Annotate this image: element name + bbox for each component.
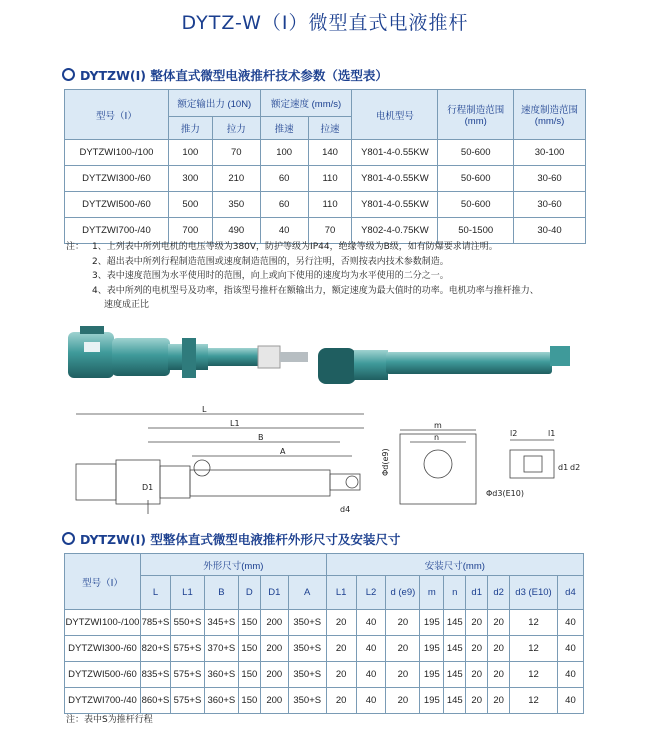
col-L1-install: L1 [326,576,356,610]
bullet-icon [62,68,75,81]
page-title: DYTZ-W（Ⅰ）微型直式电液推杆 [181,12,469,34]
cell-push-speed: 40 [260,218,308,244]
table-cell: 40 [356,662,386,688]
note-4-continued: 速度成正比 [104,300,150,310]
col-D1: D1 [260,576,288,610]
dim-d3: Φd3(E10) [486,489,524,498]
table-cell: 20 [326,688,356,714]
cell-motor: Y801-4-0.55KW [352,140,438,166]
cell-push: 300 [168,166,212,192]
cell-pull: 70 [212,140,260,166]
cell-stroke: 50-1500 [438,218,514,244]
table-cell: 835+S [140,662,170,688]
header-model2: 型号（Ⅰ） [65,554,141,610]
table-row [65,688,584,714]
dimension-table [64,553,584,714]
table-cell: 350+S [288,662,326,688]
table-cell: 145 [444,662,466,688]
table-cell: 12 [510,688,558,714]
table-cell: 350+S [288,636,326,662]
cell-push-speed: 100 [260,140,308,166]
col-L2: L2 [356,576,386,610]
col-d1: d1 [466,576,488,610]
col-L1: L1 [170,576,204,610]
cell-pull: 350 [212,192,260,218]
col-n: n [444,576,466,610]
cell-speed-range: 30-100 [514,140,586,166]
table-cell: 860+S [140,688,170,714]
cell-push-speed: 60 [260,166,308,192]
dim-B: B [258,433,264,442]
cell-model: DYTZWI100-/100 [65,140,169,166]
header-pull: 拉力 [212,117,260,140]
cell-push: 700 [168,218,212,244]
table-cell: 195 [420,636,444,662]
table-cell: 785+S [140,610,170,636]
col-d2: d2 [488,576,510,610]
table-cell: 145 [444,610,466,636]
table-cell: 12 [510,610,558,636]
product-photo-left [62,318,312,396]
col-m: m [420,576,444,610]
header-outer: 外形尺寸(mm) [140,554,326,576]
dim-D1: D1 [142,483,154,492]
cell-pull: 490 [212,218,260,244]
table-cell: 40 [356,610,386,636]
dim-l2: l2 [510,429,518,438]
cell-model: DYTZWI500-/60 [65,192,169,218]
table-row [65,610,584,636]
table-cell: 150 [238,662,260,688]
table-cell: 20 [466,636,488,662]
cell-pull-speed: 110 [308,166,352,192]
cell-push: 100 [168,140,212,166]
table-cell: 40 [356,688,386,714]
table-cell: 20 [488,610,510,636]
table-cell: 40 [557,610,583,636]
table-cell: DYTZWI100-/100 [65,610,141,636]
note-4: 4、表中所列的电机型号及功率，指该型号推杆在额输出力，额定速度为最大值时的功率。电机功率与推杆推力、 [92,285,539,296]
header-motor: 电机型号 [352,90,438,140]
header-speed: 额定速度 (mm/s) [260,90,352,117]
header-stroke: 行程制造范围(mm) [438,90,514,140]
dim-A: A [280,447,286,456]
table-cell: 20 [386,662,420,688]
dimension-drawing [62,400,592,520]
table-cell: 40 [557,688,583,714]
header-push: 推力 [168,117,212,140]
table-cell: DYTZWI300-/60 [65,636,141,662]
table-cell: 150 [238,636,260,662]
cell-pull: 210 [212,166,260,192]
cell-speed-range: 30-40 [514,218,586,244]
table-cell: 150 [238,610,260,636]
table-cell: 20 [386,610,420,636]
header-pull-speed: 拉速 [308,117,352,140]
table-row [65,166,586,192]
table-cell: 575+S [170,662,204,688]
table-cell: 20 [386,688,420,714]
cell-stroke: 50-600 [438,192,514,218]
cell-motor: Y801-4-0.55KW [352,192,438,218]
table-cell: 150 [238,688,260,714]
table-row [65,140,586,166]
cell-speed-range: 30-60 [514,192,586,218]
dim-L1: L1 [230,419,240,428]
table-cell: 20 [488,688,510,714]
header-model: 型号（Ⅰ） [65,90,169,140]
cell-push-speed: 60 [260,192,308,218]
col-d4: d4 [557,576,583,610]
cell-pull-speed: 140 [308,140,352,166]
notes-prefix: 注： [66,242,85,252]
col-L: L [140,576,170,610]
section-title-dimensions [62,530,400,548]
table-cell: 20 [466,610,488,636]
table-cell: 195 [420,610,444,636]
table-cell: 20 [488,636,510,662]
header-install: 安装尺寸(mm) [326,554,583,576]
table-cell: 40 [557,662,583,688]
table-cell: 200 [260,662,288,688]
table-cell: 20 [326,610,356,636]
table-cell: 20 [466,662,488,688]
table-row [65,192,586,218]
table-cell: 20 [488,662,510,688]
table-cell: 20 [466,688,488,714]
table-cell: 20 [386,636,420,662]
note-3: 3、表中速度范围为水平使用时的范围，向上或向下使用的速度均为水平使用的二分之一。 [92,271,449,281]
dim-d1: d1 [558,463,569,472]
footnote: 注：表中S为推杆行程 [66,715,153,725]
col-B: B [204,576,238,610]
note-1 [66,240,626,255]
cell-model: DYTZWI300-/60 [65,166,169,192]
table-cell: 575+S [170,636,204,662]
section1-text: DYTZW(I) 整体直式微型电液推杆技术参数（选型表） [80,68,388,83]
cell-stroke: 50-600 [438,140,514,166]
dim-d4: d4 [340,505,351,514]
cell-pull-speed: 110 [308,192,352,218]
note-2: 2、超出表中所列行程制造范围或速度制造范围的，另行注明，否则按表内技术参数制造。 [92,256,449,267]
table-cell: 200 [260,688,288,714]
header-force: 额定输出力 (10N) [168,90,260,117]
col-A: A [288,576,326,610]
product-photo-right [316,338,574,388]
table-cell: 370+S [204,636,238,662]
table-cell: 195 [420,662,444,688]
cell-motor: Y801-4-0.55KW [352,166,438,192]
dim-phi-d: Φd(e9) [381,448,390,476]
table-cell: 360+S [204,688,238,714]
cell-stroke: 50-600 [438,166,514,192]
table-row [65,662,584,688]
table-cell: 550+S [170,610,204,636]
table-cell: DYTZWI700-/40 [65,688,141,714]
table-cell: 575+S [170,688,204,714]
table-cell: 820+S [140,636,170,662]
table-cell: DYTZWI500-/60 [65,662,141,688]
table-cell: 350+S [288,610,326,636]
table-cell: 145 [444,636,466,662]
table-row [65,636,584,662]
cell-push: 500 [168,192,212,218]
table-cell: 40 [557,636,583,662]
col-d: d (e9) [386,576,420,610]
cell-pull-speed: 70 [308,218,352,244]
table-cell: 145 [444,688,466,714]
dim-n: n [434,433,440,442]
dim-L: L [202,405,207,414]
header-push-speed: 推速 [260,117,308,140]
notes [66,240,626,313]
parameter-table [64,89,586,244]
table-cell: 345+S [204,610,238,636]
cell-model: DYTZWI700-/40 [65,218,169,244]
cell-motor: Y802-4-0.75KW [352,218,438,244]
col-D: D [238,576,260,610]
section2-text: DYTZW(I) 型整体直式微型电液推杆外形尺寸及安装尺寸 [80,532,401,547]
dim-d2: d2 [570,463,581,472]
dim-m: m [434,421,442,430]
table-cell: 350+S [288,688,326,714]
table-cell: 200 [260,610,288,636]
dim-l1: l1 [548,429,556,438]
col-d3: d3 (E10) [510,576,558,610]
table-cell: 12 [510,636,558,662]
table-cell: 360+S [204,662,238,688]
table-cell: 195 [420,688,444,714]
section-title-parameters [62,66,388,84]
header-speed-range: 速度制造范围(mm/s) [514,90,586,140]
bullet-icon [62,532,75,545]
table-cell: 20 [326,662,356,688]
table-cell: 12 [510,662,558,688]
table-cell: 200 [260,636,288,662]
table-cell: 40 [356,636,386,662]
cell-speed-range: 30-60 [514,166,586,192]
note-1-text: 1、上列表中所列电机的电压等级为380V，防护等级为IP44，绝缘等级为B级，如有防爆要求请注明。 [92,242,498,252]
table-cell: 20 [326,636,356,662]
